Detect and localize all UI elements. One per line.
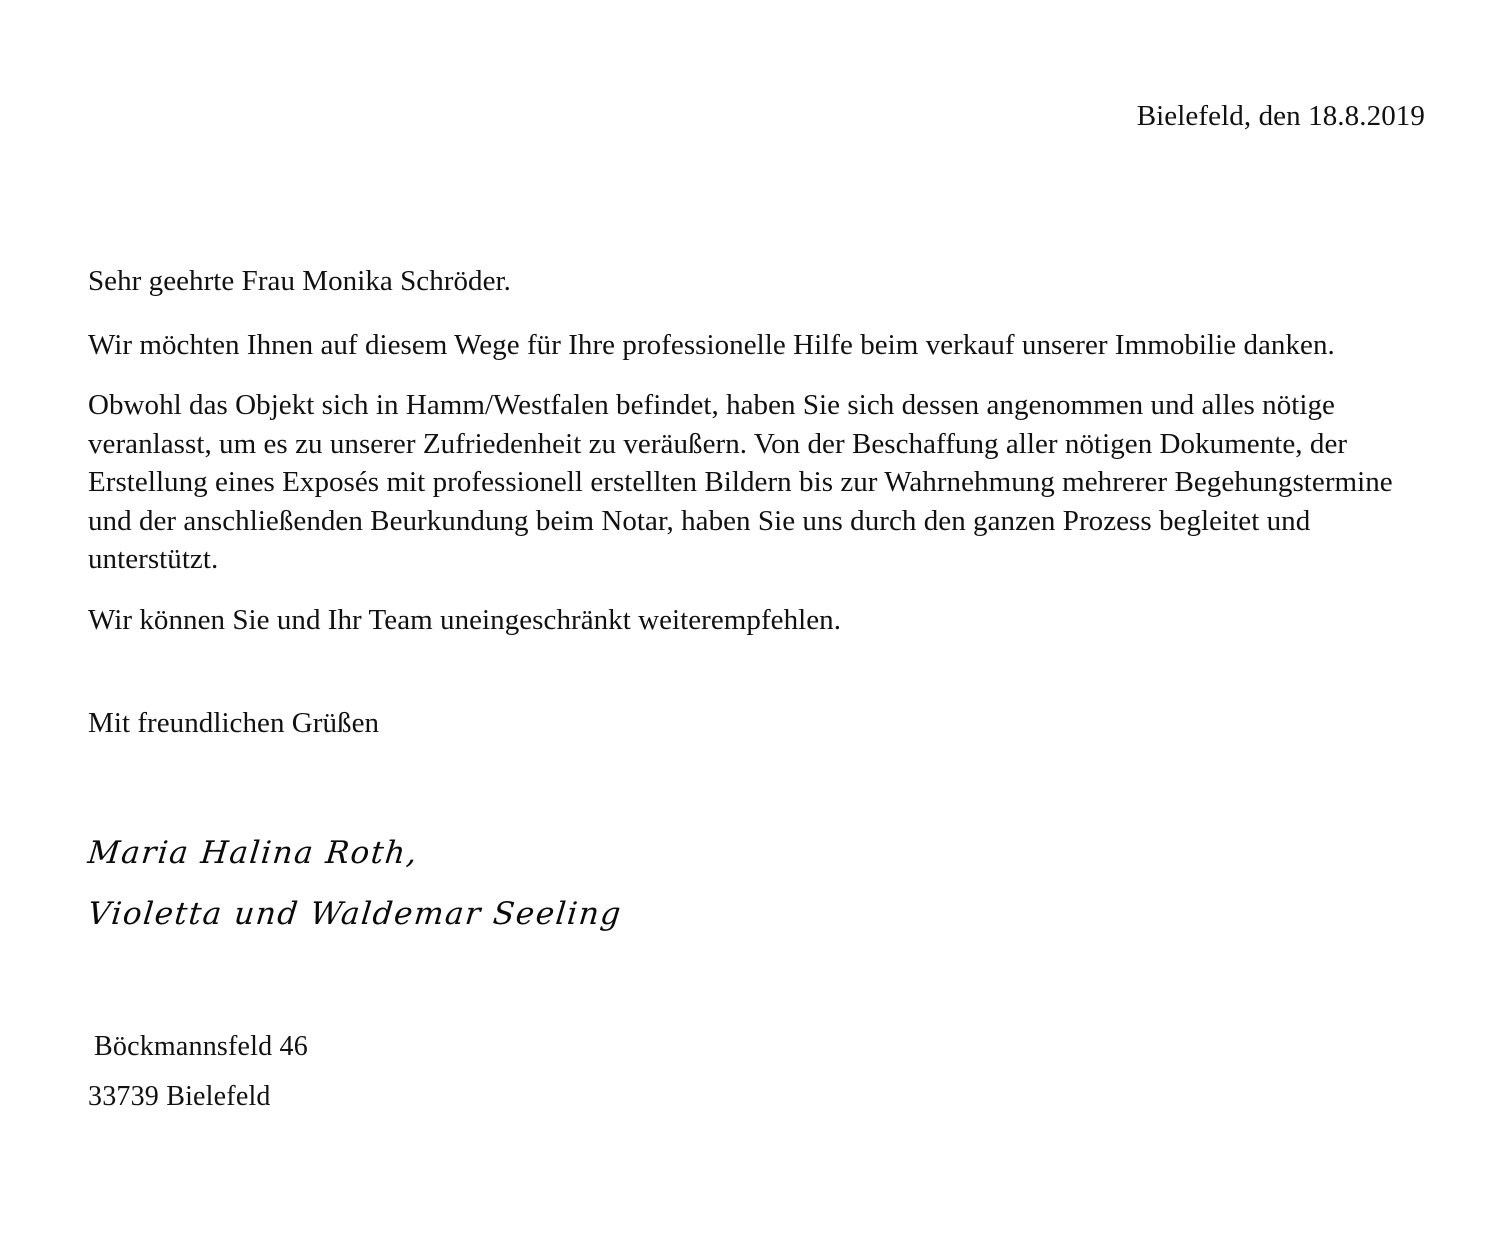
address-block — [88, 1033, 988, 1133]
paragraph-recommendation: Wir können Sie und Ihr Team uneingeschränkt weiterempfehlen. — [88, 603, 842, 636]
address-street: Böckmannsfeld 46 — [94, 1031, 308, 1062]
signature-block — [86, 835, 1088, 960]
dateline: Bielefeld, den 18.8.2019 — [1136, 100, 1425, 132]
signature-line-1: Maria Halina Roth, — [86, 835, 420, 871]
closing-greeting: Mit freundlichen Grüßen — [88, 706, 380, 739]
salutation: Sehr geehrte Frau Monika Schröder. — [88, 265, 511, 297]
signature-line-2: Violetta und Waldemar Seeling — [86, 896, 624, 932]
paragraph-details: Obwohl das Objekt sich in Hamm/Westfalen befindet, haben Sie sich dessen angenommen und alles nötige veranlasst, um es zu unserer Zufriedenheit zu veräußern. Von der Beschaffung aller nötigen Dokumente, der Erstellung eines Exposés mit professionell erstellten Bildern bis zur Wahrnehmung mehrerer Begehungstermine und der anschließenden Beurkundung beim Notar, haben Sie uns durch den ganzen Prozess begleitet und unterstützt. — [88, 389, 1393, 576]
address-city: 33739 Bielefeld — [88, 1081, 271, 1112]
paragraph-thanks: Wir möchten Ihnen auf diesem Wege für Ihre professionelle Hilfe beim verkauf unserer Immobilie danken. — [88, 328, 1335, 361]
letter-body — [88, 262, 1426, 742]
